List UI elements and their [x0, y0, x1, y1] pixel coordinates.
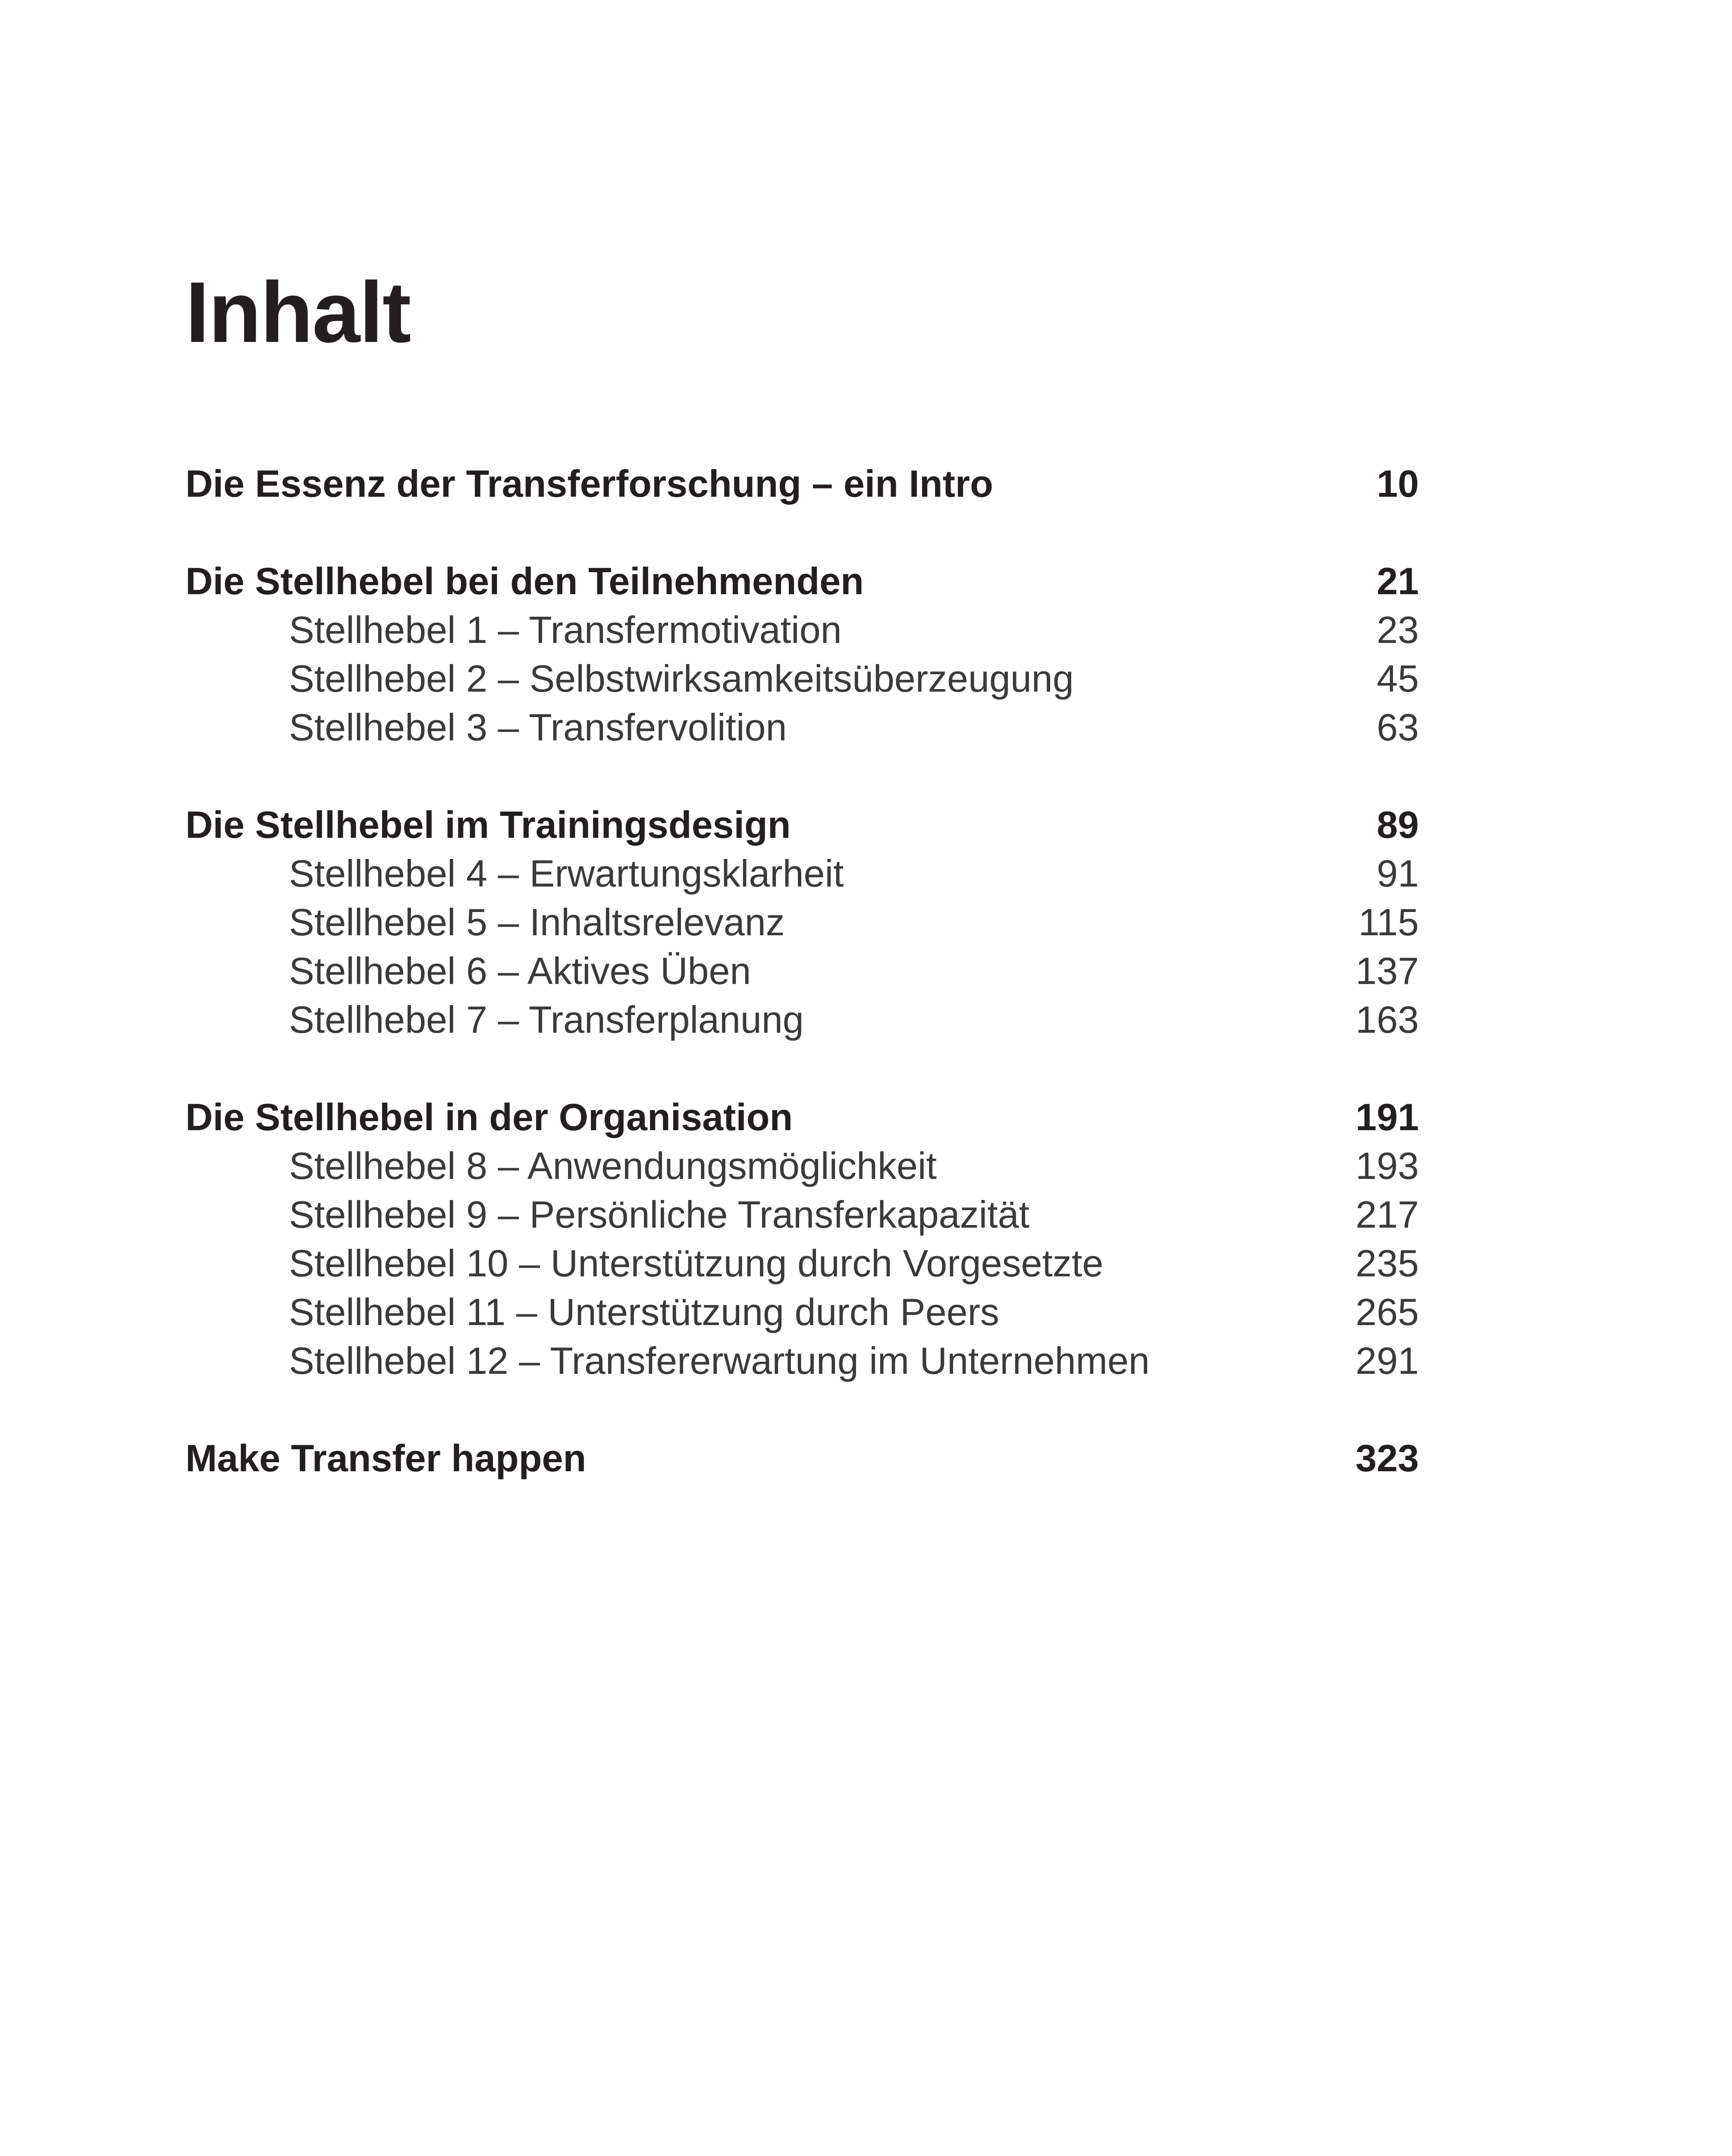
toc-page-number: 217	[1355, 1193, 1419, 1236]
toc-entry-label: Stellhebel 6 – Aktives Üben	[289, 950, 751, 992]
toc-chapter-training-design[interactable]	[185, 800, 1419, 849]
toc-entry-label: Stellhebel 7 – Transferplanung	[289, 998, 804, 1041]
toc-entry-label: Stellhebel 8 – Anwendungsmöglichkeit	[289, 1144, 937, 1187]
toc-page-number: 265	[1355, 1291, 1419, 1333]
toc-entry-stellhebel-12[interactable]	[185, 1336, 1419, 1385]
toc-chapter-label: Die Stellhebel im Trainingsdesign	[185, 803, 791, 846]
toc-page-number: 115	[1358, 901, 1419, 943]
toc-spacer	[185, 1044, 1419, 1093]
toc-entry-stellhebel-5[interactable]	[185, 898, 1419, 946]
toc-page-number: 323	[1355, 1437, 1419, 1479]
toc-entry-label: Stellhebel 5 – Inhaltsrelevanz	[289, 901, 785, 943]
toc-entry-stellhebel-11[interactable]	[185, 1288, 1419, 1336]
toc-spacer	[185, 1385, 1419, 1434]
toc-entry-stellhebel-3[interactable]	[185, 703, 1419, 752]
toc-chapter-label: Die Stellhebel bei den Teilnehmenden	[185, 560, 864, 602]
page-title: Inhalt	[185, 264, 411, 360]
toc-page-number: 191	[1355, 1096, 1419, 1138]
toc-chapter-intro[interactable]	[185, 459, 1419, 508]
toc-page-number: 137	[1355, 950, 1419, 992]
toc-entry-stellhebel-8[interactable]	[185, 1141, 1419, 1190]
toc-page-number: 10	[1377, 462, 1419, 505]
toc-entry-label: Stellhebel 10 – Unterstützung durch Vorgesetzte	[289, 1242, 1104, 1285]
toc-page-number: 23	[1377, 608, 1419, 651]
toc-entry-label: Stellhebel 9 – Persönliche Transferkapazität	[289, 1193, 1029, 1236]
toc-page-number: 89	[1377, 803, 1419, 846]
toc-entry-label: Stellhebel 12 – Transfererwartung im Unternehmen	[289, 1339, 1150, 1382]
toc-spacer	[185, 508, 1419, 557]
toc-spacer	[185, 752, 1419, 800]
toc-chapter-organisation[interactable]	[185, 1093, 1419, 1141]
toc-page-number: 45	[1377, 657, 1419, 700]
toc-page-number: 163	[1355, 998, 1419, 1041]
toc-entry-label: Stellhebel 11 – Unterstützung durch Peers	[289, 1291, 999, 1333]
toc-page-number: 91	[1377, 852, 1419, 895]
toc-page-number: 193	[1355, 1144, 1419, 1187]
toc-chapter-label: Die Stellhebel in der Organisation	[185, 1096, 793, 1138]
toc-entry-stellhebel-7[interactable]	[185, 995, 1419, 1044]
toc-entry-label: Stellhebel 3 – Transfervolition	[289, 706, 787, 749]
toc-entry-stellhebel-9[interactable]	[185, 1190, 1419, 1239]
toc-entry-stellhebel-2[interactable]	[185, 654, 1419, 703]
toc-chapter-outro[interactable]	[185, 1434, 1419, 1482]
toc-chapter-participants[interactable]	[185, 557, 1419, 605]
toc-entry-stellhebel-1[interactable]	[185, 605, 1419, 654]
toc-page-number: 291	[1355, 1339, 1419, 1382]
toc-page-number: 63	[1377, 706, 1419, 749]
toc-chapter-label: Die Essenz der Transferforschung – ein Intro	[185, 462, 993, 505]
toc-entry-label: Stellhebel 4 – Erwartungsklarheit	[289, 852, 844, 895]
toc-entry-stellhebel-6[interactable]	[185, 946, 1419, 995]
toc-page-number: 235	[1355, 1242, 1419, 1285]
toc-entry-label: Stellhebel 2 – Selbstwirksamkeitsüberzeugung	[289, 657, 1074, 700]
toc-entry-label: Stellhebel 1 – Transfermotivation	[289, 608, 842, 651]
toc-page-number: 21	[1377, 560, 1419, 602]
toc-chapter-label: Make Transfer happen	[185, 1437, 587, 1479]
toc-entry-stellhebel-10[interactable]	[185, 1239, 1419, 1288]
toc-entry-stellhebel-4[interactable]	[185, 849, 1419, 898]
table-of-contents	[185, 459, 1419, 1482]
